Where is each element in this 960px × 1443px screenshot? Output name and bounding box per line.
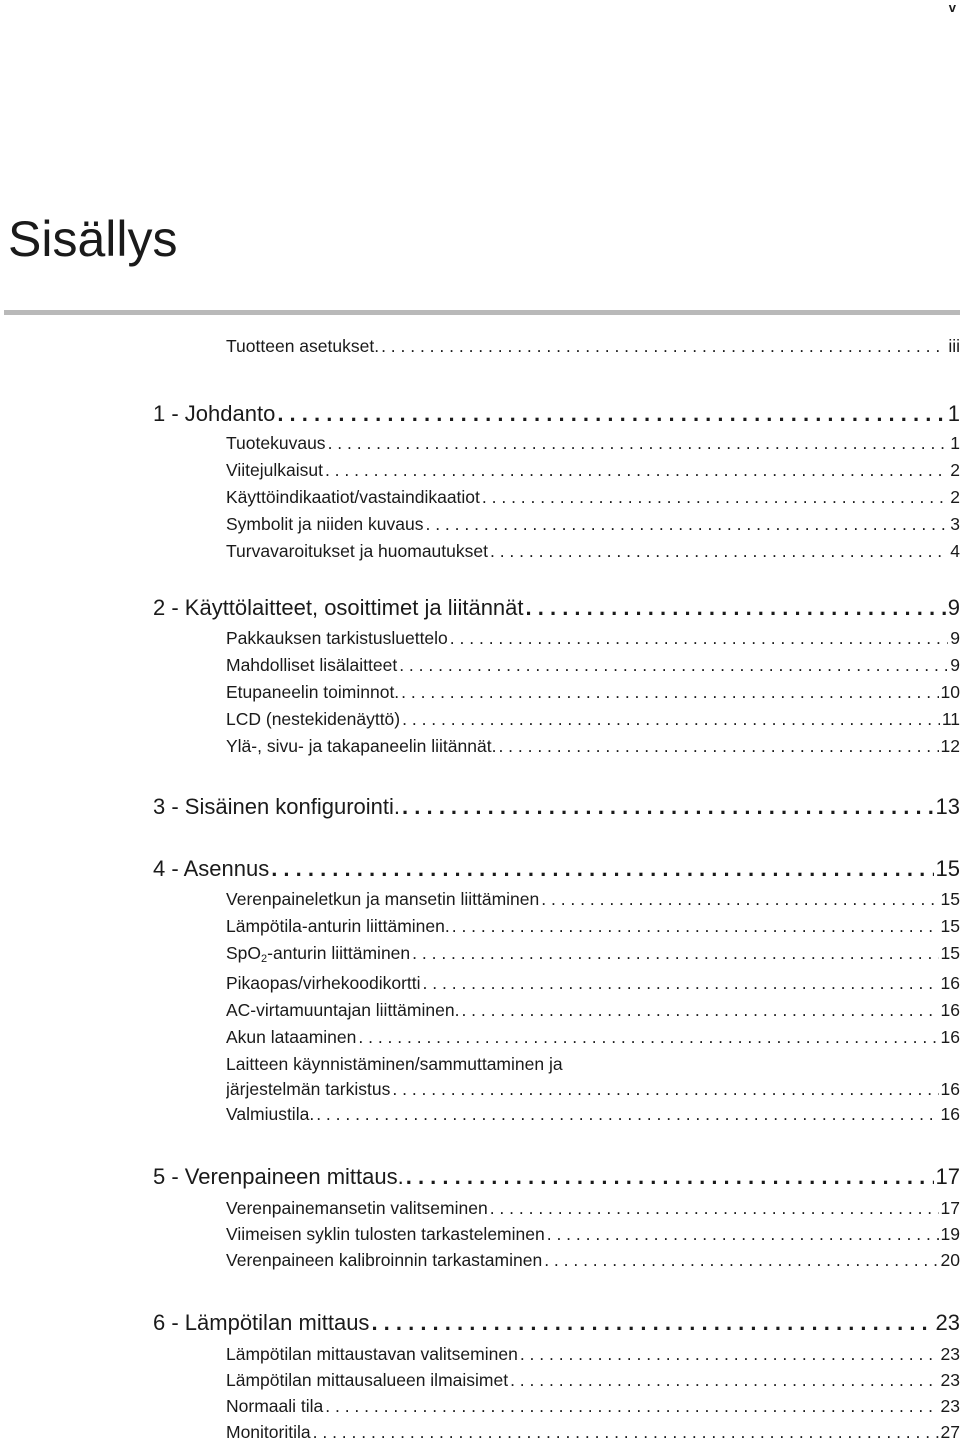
toc-leader: [392, 1078, 938, 1100]
toc-leader: [277, 400, 945, 428]
toc-chapter[interactable]: [153, 400, 960, 428]
toc-entry-text: Lämpötila-anturin liittäminen.: [226, 916, 450, 936]
toc-entry-page: 9: [950, 655, 960, 675]
toc-leader: [544, 1249, 938, 1271]
spo-text: SpO: [226, 943, 262, 963]
toc-entry-page: 3: [950, 514, 960, 534]
toc-entry-page: 4: [950, 541, 960, 561]
page-number: v: [948, 0, 956, 15]
toc-leader: [328, 432, 949, 454]
toc-leader: [401, 681, 938, 703]
toc-entry-page: 16: [940, 1079, 960, 1099]
toc-chapter[interactable]: [153, 1163, 960, 1191]
toc-entry[interactable]: [226, 1343, 960, 1365]
toc-leader: [399, 654, 948, 676]
toc-chapter-page: 23: [935, 1310, 960, 1335]
toc-entry-page: 23: [940, 1370, 960, 1390]
toc-chapter-page: 9: [947, 595, 960, 620]
toc-entry[interactable]: [226, 1249, 960, 1271]
toc-leader: [482, 486, 948, 508]
toc-entry-page: 23: [940, 1396, 960, 1416]
toc-entry-text: Monitoritila: [226, 1422, 311, 1442]
toc-chapter-page: 17: [935, 1164, 960, 1189]
toc-leader: [490, 1197, 939, 1219]
toc-chapter-text: 6 - Lämpötilan mittaus: [153, 1310, 370, 1335]
toc-entry-page: 15: [940, 943, 960, 963]
toc-chapter-text: 1 - Johdanto: [153, 401, 276, 426]
toc-entry-text: LCD (nestekidenäyttö): [226, 709, 401, 729]
toc-entry[interactable]: [226, 459, 960, 481]
toc-entry-text: Symbolit ja niiden kuvaus: [226, 514, 424, 534]
toc-entry-page: 2: [950, 487, 960, 507]
toc-entry-text: Tuotteen asetukset.: [226, 336, 380, 356]
toc-leader: [325, 1395, 938, 1417]
toc-leader: [452, 915, 939, 937]
toc-leader: [313, 1421, 939, 1443]
toc-entry-page: 16: [940, 973, 960, 993]
toc-entry-text: AC-virtamuuntajan liittäminen.: [226, 1000, 460, 1020]
toc-chapter-page: 1: [947, 401, 960, 426]
toc-entry[interactable]: [226, 486, 960, 508]
toc-entry[interactable]: [226, 888, 960, 910]
toc-chapter[interactable]: [153, 594, 960, 622]
toc-leader: [423, 972, 939, 994]
toc-entry-page: 19: [940, 1224, 960, 1244]
toc-entry-text: Mahdolliset lisälaitteet: [226, 655, 398, 675]
page-title: Sisällys: [8, 211, 178, 267]
toc-leader: [450, 627, 948, 649]
toc-entry-text: Turvavaroitukset ja huomautukset: [226, 541, 488, 561]
toc-leader: [371, 1309, 933, 1337]
toc-chapter-page: 13: [935, 794, 960, 819]
toc-leader: [381, 335, 946, 357]
toc-entry[interactable]: [226, 513, 960, 535]
toc-entry-text: järjestelmän tarkistus: [226, 1079, 391, 1099]
toc-entry-text: Ylä-, sivu- ja takapaneelin liitännät.: [226, 736, 497, 756]
toc-entry[interactable]: [226, 1395, 960, 1417]
toc-entry[interactable]: [226, 1103, 960, 1125]
toc-entry[interactable]: [226, 681, 960, 703]
toc-entry[interactable]: [226, 999, 960, 1021]
toc-entry-text: Pakkauksen tarkistusluettelo: [226, 628, 448, 648]
toc-entry-text: Verenpainemansetin valitseminen: [226, 1198, 488, 1218]
toc-entry-text: Akun lataaminen: [226, 1027, 357, 1047]
toc-leader: [498, 735, 938, 757]
toc-entry[interactable]: [226, 735, 960, 757]
toc-leader: [490, 540, 948, 562]
toc-entry[interactable]: [226, 1421, 960, 1443]
toc-entry-page: 9: [950, 628, 960, 648]
toc-entry[interactable]: [226, 432, 960, 454]
toc-chapter[interactable]: [153, 793, 960, 821]
toc-leader: [358, 1026, 938, 1048]
toc-entry[interactable]: [226, 1078, 960, 1100]
toc-leader: [461, 999, 938, 1021]
toc-entry-text: Etupaneelin toiminnot.: [226, 682, 400, 702]
toc-entry-text: Normaali tila: [226, 1396, 324, 1416]
toc-entry-page: 11: [941, 709, 960, 729]
toc-entry-page: 27: [940, 1422, 960, 1442]
toc-entry-page: 17: [940, 1198, 960, 1218]
spo-suffix: -anturin liittäminen: [267, 943, 411, 963]
toc-entry[interactable]: [226, 972, 960, 994]
toc-entry[interactable]: [226, 1026, 960, 1048]
toc-entry-page: 1: [950, 433, 960, 453]
toc-leader: [541, 888, 938, 910]
toc-chapter[interactable]: [153, 1309, 960, 1337]
toc-entry[interactable]: [226, 335, 960, 357]
toc-entry-text: Verenpaineen kalibroinnin tarkastaminen: [226, 1250, 543, 1270]
toc-entry[interactable]: [226, 627, 960, 649]
toc-chapter-text: 3 - Sisäinen konfigurointi.: [153, 794, 401, 819]
toc-entry-text: Verenpaineletkun ja mansetin liittäminen: [226, 889, 540, 909]
toc-leader: [402, 708, 940, 730]
toc-leader: [412, 942, 938, 964]
toc-entry-text: Viimeisen syklin tulosten tarkasteleminen: [226, 1224, 545, 1244]
toc-entry-page: 16: [940, 1000, 960, 1020]
toc-entry[interactable]: [226, 1223, 960, 1245]
toc-leader: [547, 1223, 939, 1245]
toc-entry-page: 12: [940, 736, 960, 756]
toc-entry[interactable]: [226, 1369, 960, 1391]
toc-entry-page: 10: [940, 682, 960, 702]
toc-entry-page: 15: [940, 889, 960, 909]
toc-entry-text: Lämpötilan mittaustavan valitseminen: [226, 1344, 518, 1364]
toc-entry-line1[interactable]: Laitteen käynnistäminen/sammuttaminen ja: [226, 1054, 563, 1074]
toc-entry-page: 2: [950, 460, 960, 480]
toc-entry-page: 16: [940, 1027, 960, 1047]
toc-entry-text: [226, 942, 410, 964]
toc-entry-text: Tuotekuvaus: [226, 433, 326, 453]
toc-chapter-text: 5 - Verenpaineen mittaus.: [153, 1164, 404, 1189]
spo-subscript: 2: [261, 953, 268, 964]
toc-entry[interactable]: [226, 942, 960, 964]
toc-entry-page: 15: [940, 916, 960, 936]
toc-leader: [271, 855, 933, 883]
toc-entry-text: Pikaopas/virhekoodikortti: [226, 973, 421, 993]
toc-leader: [325, 459, 948, 481]
toc-entry[interactable]: [226, 708, 960, 730]
toc-leader: [402, 793, 933, 821]
toc-chapter-page: 15: [935, 856, 960, 881]
toc-chapter-text: 4 - Asennus: [153, 856, 270, 881]
toc-entry-text: Viitejulkaisut: [226, 460, 323, 480]
toc-leader: [510, 1369, 938, 1391]
toc-entry-page: 20: [940, 1250, 960, 1270]
toc-entry-text: Valmiustila.: [226, 1104, 315, 1124]
toc-leader: [425, 513, 948, 535]
title-rule: [4, 310, 960, 315]
toc-entry[interactable]: [226, 654, 960, 676]
toc-leader: [316, 1103, 938, 1125]
toc-entry-page: iii: [948, 336, 960, 356]
toc-entry[interactable]: [226, 540, 960, 562]
toc-entry[interactable]: [226, 1197, 960, 1219]
toc-entry[interactable]: [226, 915, 960, 937]
toc-leader: [526, 594, 946, 622]
toc-entry-text: Käyttöindikaatiot/vastaindikaatiot: [226, 487, 480, 507]
toc-entry-text: Lämpötilan mittausalueen ilmaisimet: [226, 1370, 509, 1390]
toc-entry-page: 16: [940, 1104, 960, 1124]
toc-chapter[interactable]: [153, 855, 960, 883]
toc-chapter-text: 2 - Käyttölaitteet, osoittimet ja liitännät: [153, 595, 524, 620]
toc-leader: [520, 1343, 939, 1365]
toc-entry-page: 23: [940, 1344, 960, 1364]
toc-leader: [406, 1163, 934, 1191]
